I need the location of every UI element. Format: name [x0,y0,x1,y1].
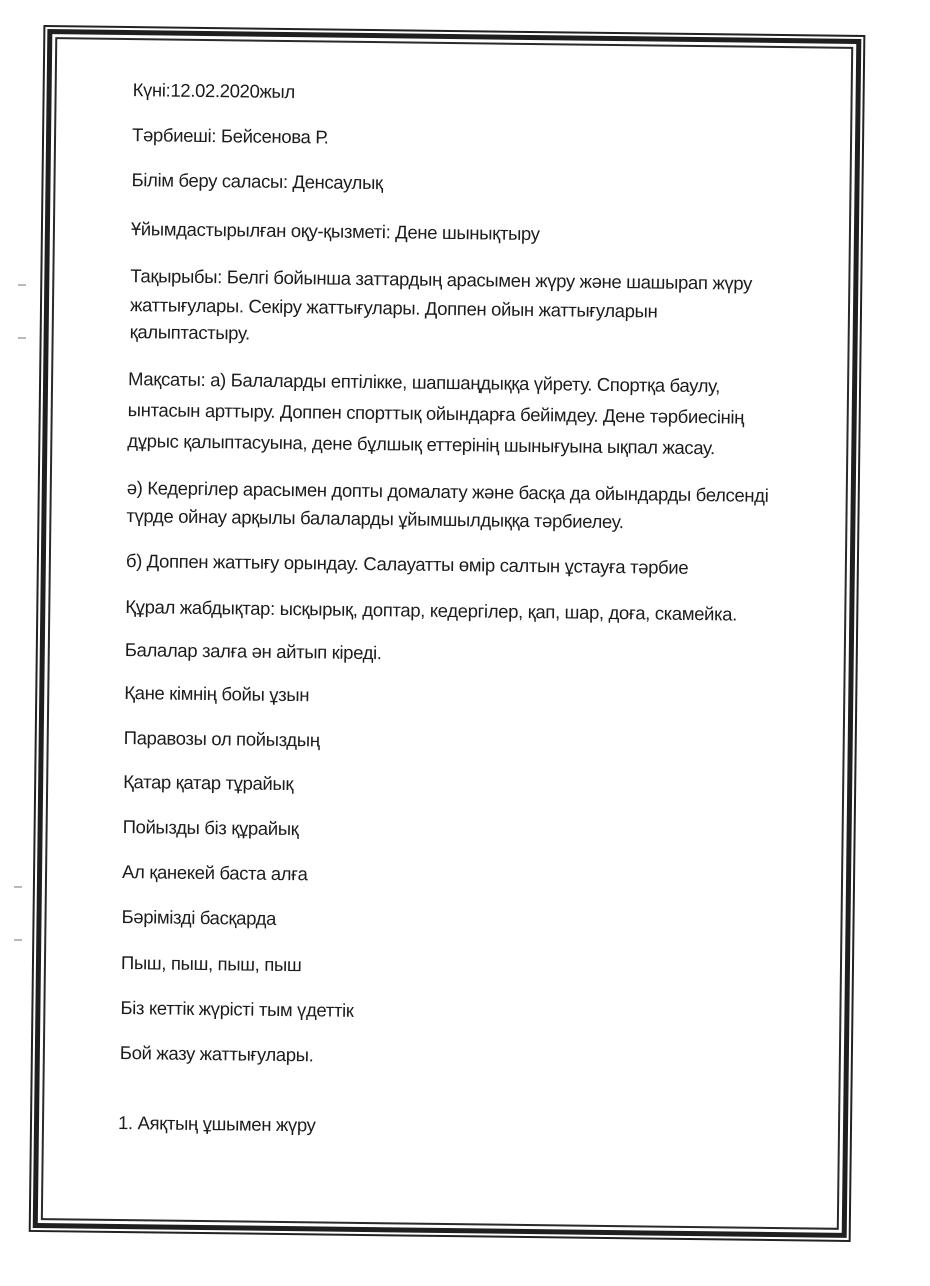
goal-ae-line: ә) Кедергілер арасымен допты домалату және басқа да ойындарды белсенді [126,477,769,506]
equipment-line: Құрал жабдықтар: ысқырық, доптар, кедергілер, қап, шар, доға, скамейка. [125,596,738,625]
entry-line: Балалар залға ән айтып кіреді. [124,639,382,664]
scan-mark [14,939,22,941]
goal-a-line: дұрыс қалыптасуына, дене бұлшық еттерінің шынығуына ықпал жасау. [127,430,715,459]
topic-line: жаттығулары. Секіру жаттығулары. Доппен ойын жаттығуларын [129,294,658,322]
song-line: Қатар қатар тұрайық [123,771,294,795]
goal-a-line: ынтасын арттыру. Доппен спорттық ойындарға бейімдеу. Дене тәрбиесінің [127,399,745,428]
song-line: Бәрімізді басқарда [121,906,277,929]
song-line: Пыш, пыш, пыш, пыш [120,952,302,976]
topic-line: Тақырыбы: Белгі бойынша заттардың арасымен жүру және шашырап жүру [130,265,753,294]
exercise-item: 1. Аяқтың ұшымен жүру [117,1112,316,1136]
education-area-line: Білім беру саласы: Денсаулық [131,169,383,194]
song-line: Паравозы ол пойыздың [123,727,320,751]
scan-mark [14,886,22,888]
goal-b-line: б) Доппен жаттығу орындау. Салауатты өмір салтын ұстауға тәрбие [125,550,689,578]
goal-ae-line: түрде ойнау арқылы балаларды ұйымшылдыққа тәрбиелеу. [126,505,624,533]
scan-mark [18,284,26,286]
song-line: Пойызды біз құрайық [122,816,299,840]
song-line: Қане кімнің бойы ұзын [124,682,310,706]
date-line: Күні:12.02.2020жыл [132,79,296,103]
scan-mark [18,337,26,339]
activity-line: Ұйымдастырылған оқу-қызметі: Дене шынықтыру [130,218,540,245]
song-line: Ал қанекей баста алға [121,861,308,885]
song-line: Біз кеттік жүрісті тым үдеттік [120,997,354,1021]
exercises-heading: Бой жазу жаттығулары. [119,1042,314,1066]
topic-line: қалыптастыру. [129,321,250,344]
goal-a-line: Мақсаты: а) Балаларды ептілікке, шапшаңдыққа үйрету. Спортқа баулу, [127,368,721,397]
teacher-line: Тәрбиеші: Бейсенова Р. [131,124,329,148]
